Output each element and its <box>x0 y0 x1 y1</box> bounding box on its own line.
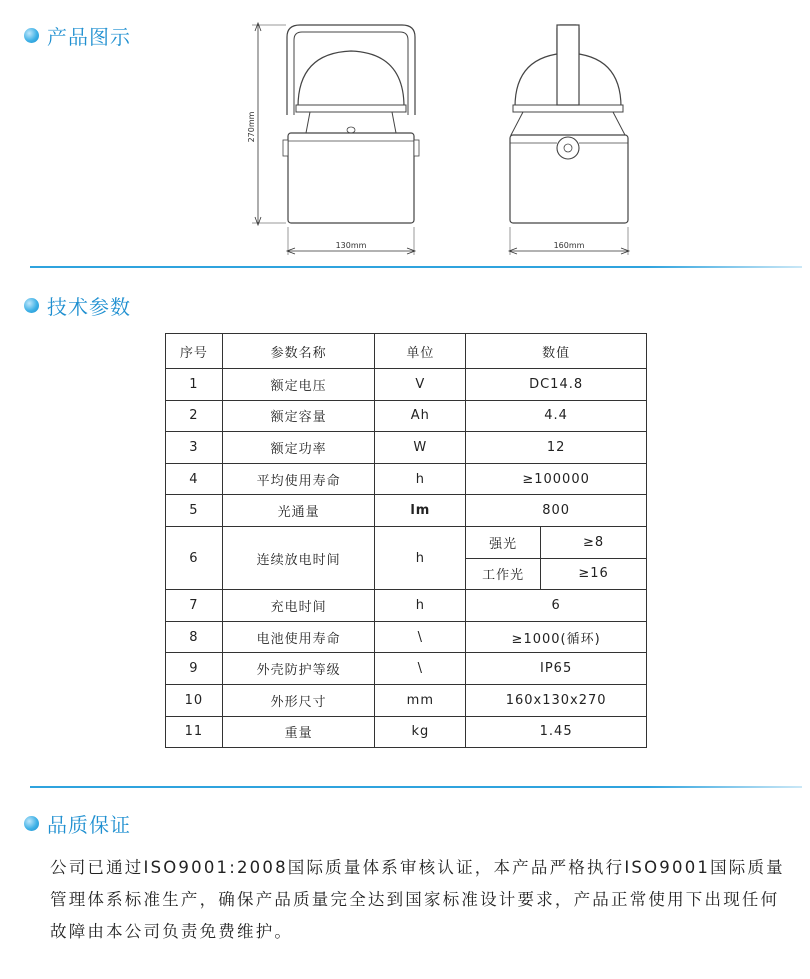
section-divider <box>30 786 802 788</box>
table-row <box>166 463 647 495</box>
row-no: 6 <box>166 526 223 589</box>
section-title: 技术参数 <box>47 294 131 319</box>
row-no: 9 <box>166 653 223 685</box>
row-name: 外形尺寸 <box>222 684 375 716</box>
side-view-drawing <box>495 15 645 265</box>
row-unit: mm <box>375 684 466 716</box>
sub-value: ≥16 <box>541 558 647 590</box>
section-header-diagram <box>24 22 131 48</box>
sub-value: ≥8 <box>541 526 647 558</box>
row-no: 2 <box>166 400 223 432</box>
bullet-icon <box>24 298 39 313</box>
row-value: 800 <box>466 495 647 527</box>
row-unit: kg <box>375 716 466 748</box>
bullet-icon <box>24 28 39 43</box>
row-no: 1 <box>166 369 223 401</box>
row-name: 外壳防护等级 <box>222 653 375 685</box>
quality-statement: 公司已通过ISO9001:2008国际质量体系审核认证，本产品严格执行ISO9001国际质量管理体系标准生产，确保产品质量完全达到国家标准设计要求，产品正常使用下出现任何故障由本公司负责免费维护。 <box>50 858 785 941</box>
row-no: 3 <box>166 432 223 464</box>
table-row <box>166 400 647 432</box>
sub-label: 强光 <box>466 526 541 558</box>
spec-table <box>165 333 647 748</box>
row-unit: h <box>375 526 466 589</box>
row-value: 160x130x270 <box>466 684 647 716</box>
section-header-quality <box>24 810 131 836</box>
row-value: IP65 <box>466 653 647 685</box>
table-row <box>166 495 647 527</box>
row-name: 额定功率 <box>222 432 375 464</box>
table-row <box>166 526 647 558</box>
row-name: 连续放电时间 <box>222 526 375 589</box>
row-value: 1.45 <box>466 716 647 748</box>
section-header-params <box>24 292 131 318</box>
table-row <box>166 653 647 685</box>
section-divider <box>30 266 802 268</box>
row-no: 5 <box>166 495 223 527</box>
sub-label: 工作光 <box>466 558 541 590</box>
row-value: 6 <box>466 590 647 622</box>
row-name: 充电时间 <box>222 590 375 622</box>
row-unit: W <box>375 432 466 464</box>
row-name: 平均使用寿命 <box>222 463 375 495</box>
header-cell: 序号 <box>166 334 223 369</box>
row-value: 12 <box>466 432 647 464</box>
section-title: 品质保证 <box>47 812 131 837</box>
front-width-label: 130mm <box>335 241 367 250</box>
table-row <box>166 716 647 748</box>
bullet-icon <box>24 816 39 831</box>
row-no: 8 <box>166 621 223 653</box>
height-label: 270mm <box>247 111 256 143</box>
row-unit: V <box>375 369 466 401</box>
row-name: 电池使用寿命 <box>222 621 375 653</box>
row-unit: lm <box>375 495 466 527</box>
row-unit: Ah <box>375 400 466 432</box>
header-cell: 数值 <box>466 334 647 369</box>
row-name: 光通量 <box>222 495 375 527</box>
row-unit: \ <box>375 653 466 685</box>
table-row <box>166 432 647 464</box>
row-no: 7 <box>166 590 223 622</box>
table-header-row <box>166 334 647 369</box>
front-view-drawing <box>240 15 440 265</box>
table-row <box>166 369 647 401</box>
table-row <box>166 684 647 716</box>
row-no: 4 <box>166 463 223 495</box>
row-unit: h <box>375 463 466 495</box>
row-value: 4.4 <box>466 400 647 432</box>
table-row <box>166 590 647 622</box>
row-unit: h <box>375 590 466 622</box>
row-value: ≥100000 <box>466 463 647 495</box>
table-row <box>166 621 647 653</box>
row-unit: \ <box>375 621 466 653</box>
row-name: 额定容量 <box>222 400 375 432</box>
header-cell: 单位 <box>375 334 466 369</box>
row-name: 重量 <box>222 716 375 748</box>
row-no: 11 <box>166 716 223 748</box>
row-no: 10 <box>166 684 223 716</box>
row-name: 额定电压 <box>222 369 375 401</box>
side-width-label: 160mm <box>553 241 585 250</box>
row-value: ≥1000(循环) <box>466 621 647 653</box>
row-value: DC14.8 <box>466 369 647 401</box>
section-title: 产品图示 <box>47 24 131 49</box>
header-cell: 参数名称 <box>222 334 375 369</box>
